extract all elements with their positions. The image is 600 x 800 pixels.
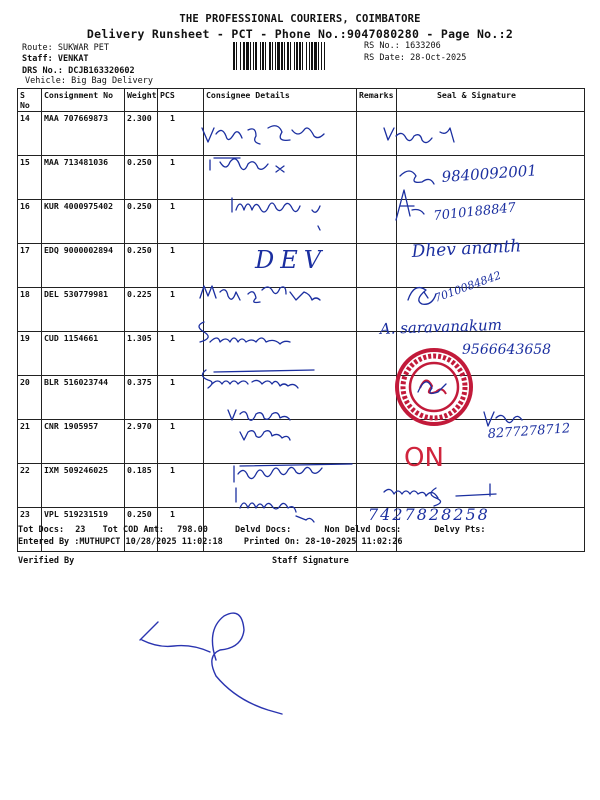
seal-signature-20-mark (418, 382, 446, 393)
consignee-signature-23 (236, 488, 314, 522)
pcs-cell: 1 (158, 508, 204, 552)
weight-cell: 0.225 (125, 288, 158, 332)
consignment-no-cell: EDQ 9000002894 (42, 244, 125, 288)
sno-cell: 18 (18, 288, 42, 332)
col-header-consignee: Consignee Details (204, 89, 357, 112)
rs-date-label: RS Date: (364, 53, 405, 63)
consignment-no-cell: KUR 4000975402 (42, 200, 125, 244)
seal-signature-16-mark (396, 190, 424, 220)
consignee-signature-16 (232, 198, 320, 230)
route-label: Route: (22, 43, 53, 53)
pcs-cell: 1 (158, 112, 204, 156)
company-title: THE PROFESSIONAL COURIERS, COIMBATORE (179, 13, 421, 25)
consignment-no-cell: VPL 519231519 (42, 508, 125, 552)
pcs-cell: 1 (158, 332, 204, 376)
drs-value: DCJB163320602 (68, 66, 135, 76)
seal-signature-21-phone: 8277278712 (487, 421, 571, 442)
seal-signature-23-phone: 7427828258 (368, 505, 490, 524)
seal-signature-22: ON (404, 443, 444, 473)
verifier-signature (140, 613, 282, 714)
seal-signature-16-phone: 7010188847 (432, 200, 517, 224)
delvd-docs-label: Delvd Docs: (234, 525, 292, 535)
weight-cell: 0.375 (125, 376, 158, 420)
seal-signature-18-mark (408, 288, 436, 305)
sheet-subtitle: Delivery Runsheet - PCT - Phone No.:9047080280 - Page No.:2 (86, 27, 514, 41)
drs-label: DRS No.: (22, 66, 63, 76)
sno-cell: 14 (18, 112, 42, 156)
pcs-cell: 1 (158, 420, 204, 464)
consignee-signature-21 (228, 410, 290, 440)
vehicle-label: Vehicle: (25, 76, 66, 86)
staff-signature-label: Staff Signature (272, 556, 349, 566)
consignee-signature-18 (200, 286, 320, 303)
weight-cell: 2.970 (125, 420, 158, 464)
col-header-pcs: PCS (158, 89, 204, 112)
weight-cell: 1.305 (125, 332, 158, 376)
seal-signature-14 (384, 128, 454, 143)
weight-cell: 0.185 (125, 464, 158, 508)
consignee-signature-19 (199, 322, 290, 344)
entered-by: Entered By :MUTHUPCT 10/28/2025 11:02:18 (18, 537, 223, 547)
staff-label: Staff: (22, 54, 53, 64)
seal-signature-23-name (384, 484, 496, 506)
sno-cell: 23 (18, 508, 42, 552)
seal-signature-15-mark (400, 171, 434, 184)
seal-signature-21-mark (484, 412, 522, 426)
tot-cod-label: Tot COD Amt: (102, 525, 164, 535)
printed-on: Printed On: 28-10-2025 11:02:26 (243, 537, 403, 547)
non-delvd-docs-label: Non Delvd Docs: (324, 525, 402, 535)
rs-no-value: 1633206 (404, 41, 441, 51)
consignee-signature-20 (202, 370, 314, 388)
consignment-no-cell: DEL 530779981 (42, 288, 125, 332)
sno-cell: 19 (18, 332, 42, 376)
pcs-cell: 1 (158, 156, 204, 200)
col-header-sno: S No (18, 89, 42, 112)
route-value: SUKWAR PET (57, 43, 110, 53)
consignee-signature-15 (210, 158, 284, 172)
pcs-cell: 1 (158, 288, 204, 332)
company-round-seal (397, 350, 471, 424)
weight-cell: 0.250 (125, 508, 158, 552)
consignee-signature-17: DEV (255, 246, 328, 274)
pcs-cell: 1 (158, 464, 204, 508)
rs-date-value: 28-Oct-2025 (410, 53, 467, 63)
weight-cell: 0.250 (125, 156, 158, 200)
sno-cell: 16 (18, 200, 42, 244)
delvy-pts-label: Delvy Pts: (434, 525, 486, 535)
weight-cell: 0.250 (125, 200, 158, 244)
consignment-no-cell: CNR 1905957 (42, 420, 125, 464)
tot-docs-value: 23 (75, 525, 86, 535)
col-header-seal: Seal & Signature (397, 89, 585, 112)
seal-signature-19-name: A. saravanakum (379, 315, 503, 338)
consignment-no-cell: CUD 1154661 (42, 332, 125, 376)
consignee-signature-14 (202, 126, 324, 144)
weight-cell: 2.300 (125, 112, 158, 156)
verified-by-label: Verified By (18, 556, 75, 566)
sno-cell: 15 (18, 156, 42, 200)
sno-cell: 22 (18, 464, 42, 508)
tot-cod-value: 798.00 (177, 525, 208, 535)
rs-no-label: RS No.: (364, 41, 400, 51)
seal-signature-19-phone: 9566643658 (462, 342, 552, 358)
consignment-no-cell: BLR 516023744 (42, 376, 125, 420)
weight-cell: 0.250 (125, 244, 158, 288)
tot-docs-label: Tot Docs: (18, 525, 65, 535)
pcs-cell: 1 (158, 244, 204, 288)
sno-cell: 21 (18, 420, 42, 464)
consignment-no-cell: IXM 509246025 (42, 464, 125, 508)
consignee-signature-22 (234, 464, 352, 482)
sno-cell: 17 (18, 244, 42, 288)
seal-signature-18-phone: 7010084842 (432, 268, 503, 305)
consignment-no-cell: MAA 707669873 (42, 112, 125, 156)
seal-signature-15-phone: 9840092001 (441, 161, 538, 186)
pcs-cell: 1 (158, 376, 204, 420)
pcs-cell: 1 (158, 200, 204, 244)
vehicle-value: Big Bag Delivery (71, 76, 153, 86)
consignment-no-cell: MAA 713481036 (42, 156, 125, 200)
staff-value: VENKAT (57, 54, 89, 64)
seal-signature-17: Dhev ananth (411, 236, 522, 262)
col-header-remarks: Remarks (357, 89, 397, 112)
col-header-consignment: Consignment No (42, 89, 125, 112)
col-header-weight: Weight (125, 89, 158, 112)
sno-cell: 20 (18, 376, 42, 420)
